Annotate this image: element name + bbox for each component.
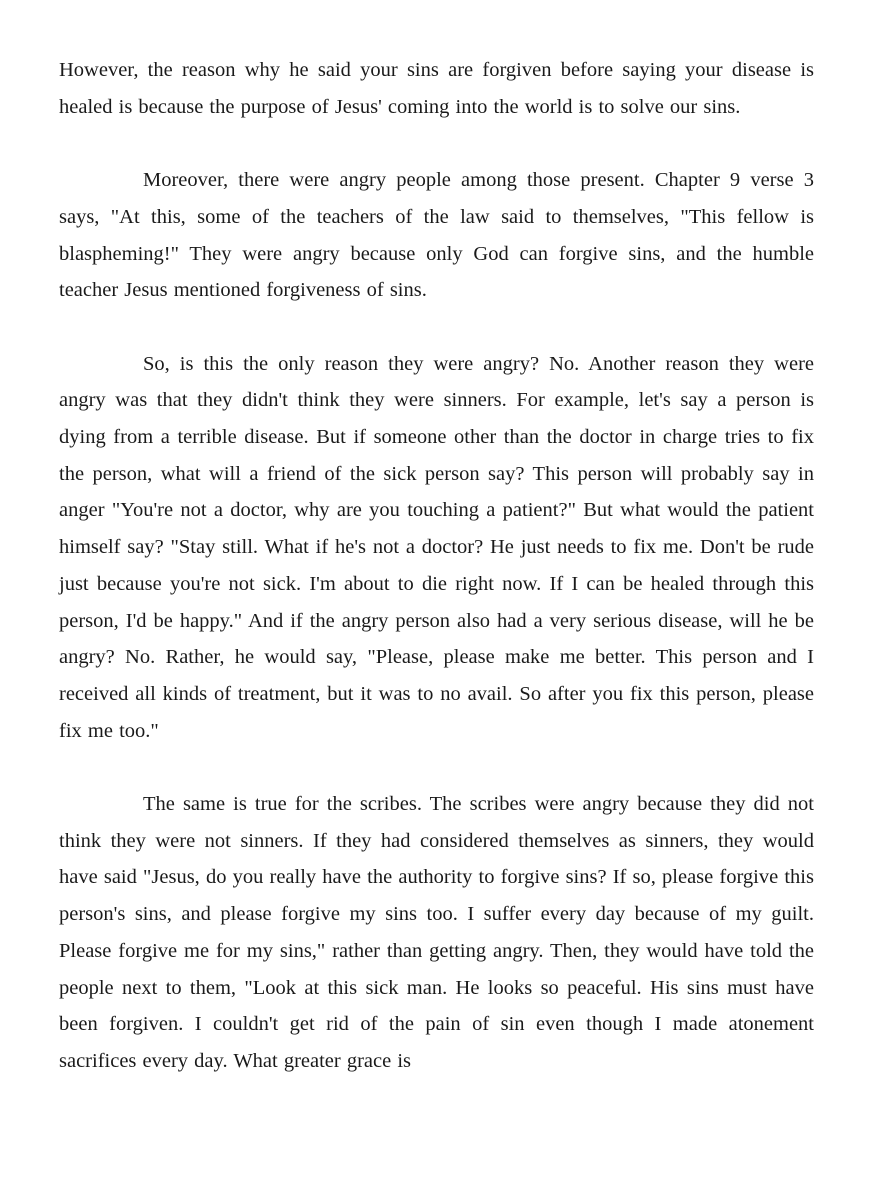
paragraph-angry-people: Moreover, there were angry people among those present. Chapter 9 verse 3 says, "At this, some of the teachers of the law said to themselves, "This fellow is blaspheming!" They were angry because only God can forgive sins, and the humble teacher Jesus mentioned forgiveness of sins. [59, 169, 814, 302]
document-page [59, 52, 814, 1080]
paragraph-scribes: The same is true for the scribes. The scribes were angry because they did not think they were not sinners. If they had considered themselves as sinners, they would have said "Jesus, do you really have the authority to forgive sins? If so, please forgive this person's sins, and please forgive my sins too. I suffer every day because of my guilt. Please forgive me for my sins," rather than getting angry. Then, they would have told the people next to them, "Look at this sick man. He looks so peaceful. His sins must have been forgiven. I couldn't get rid of the pain of sin even though I made atonement sacrifices every day. What greater grace is [59, 793, 814, 1072]
paragraph-another-reason: So, is this the only reason they were angry? No. Another reason they were angry was that they didn't think they were sinners. For example, let's say a person is dying from a terrible disease. But if someone other than the doctor in charge tries to fix the person, what will a friend of the sick person say? This person will probably say in anger "You're not a doctor, why are you touching a patient?" But what would the patient himself say? "Stay still. What if he's not a doctor? He just needs to fix me. Don't be rude just because you're not sick. I'm about to die right now. If I can be healed through this person, I'd be happy." And if the angry person also had a very serious disease, will he be angry? No. Rather, he would say, "Please, please make me better. This person and I received all kinds of treatment, but it was to no avail. So after you fix this person, please fix me too." [59, 352, 814, 742]
paragraph-sins-forgiven: However, the reason why he said your sins are forgiven before saying your disease is healed is because the purpose of Jesus' coming into the world is to solve our sins. [59, 59, 814, 118]
